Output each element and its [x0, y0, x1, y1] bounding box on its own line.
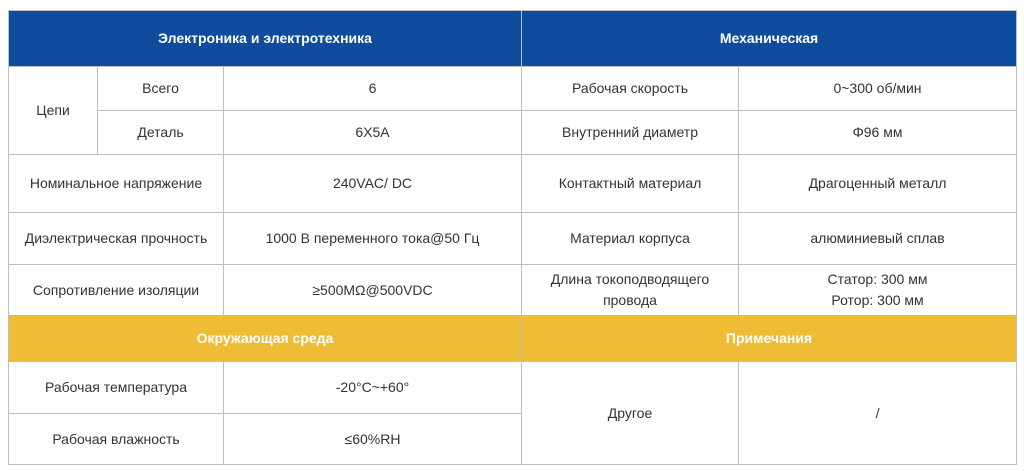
- spec-table: [8, 10, 1017, 465]
- detail-value: 6X5A: [224, 111, 522, 155]
- circuits-label: Цепи: [9, 67, 98, 155]
- table-row: [9, 213, 1017, 265]
- temperature-label: Рабочая температура: [9, 362, 224, 414]
- lead-length-rotor: Ротор: 300 мм: [831, 292, 924, 308]
- humidity-value: ≤60%RH: [224, 414, 522, 465]
- voltage-label: Номинальное напряжение: [9, 155, 224, 213]
- lead-length-label: [522, 265, 739, 316]
- total-label: Всего: [98, 67, 224, 111]
- insulation-value: ≥500MΩ@500VDC: [224, 265, 522, 316]
- table-row: [9, 67, 1017, 111]
- diameter-label: Внутренний диаметр: [522, 111, 739, 155]
- header-notes: Примечания: [522, 316, 1017, 362]
- voltage-value: 240VAC/ DC: [224, 155, 522, 213]
- lead-length-value: [739, 265, 1017, 316]
- header-row-bottom: [9, 316, 1017, 362]
- housing-label: Материал корпуса: [522, 213, 739, 265]
- speed-label: Рабочая скорость: [522, 67, 739, 111]
- header-row-top: [9, 11, 1017, 67]
- dielectric-label: Диэлектрическая прочность: [9, 213, 224, 265]
- lead-length-label-line2: провода: [603, 292, 657, 308]
- header-mechanical: Механическая: [522, 11, 1017, 67]
- header-electronics: Электроника и электротехника: [9, 11, 522, 67]
- table-row: [9, 265, 1017, 316]
- total-value: 6: [224, 67, 522, 111]
- table-row: [9, 362, 1017, 414]
- diameter-value: Φ96 мм: [739, 111, 1017, 155]
- humidity-label: Рабочая влажность: [9, 414, 224, 465]
- other-label: Другое: [522, 362, 739, 465]
- temperature-value: -20°C~+60°: [224, 362, 522, 414]
- contact-label: Контактный материал: [522, 155, 739, 213]
- insulation-label: Сопротивление изоляции: [9, 265, 224, 316]
- dielectric-value: 1000 В переменного тока@50 Гц: [224, 213, 522, 265]
- lead-length-label-line1: Длина токоподводящего: [550, 271, 710, 287]
- table-row: [9, 155, 1017, 213]
- detail-label: Деталь: [98, 111, 224, 155]
- table-row: [9, 111, 1017, 155]
- housing-value: алюминиевый сплав: [739, 213, 1017, 265]
- contact-value: Драгоценный металл: [739, 155, 1017, 213]
- speed-value: 0~300 об/мин: [739, 67, 1017, 111]
- header-environment: Окружающая среда: [9, 316, 522, 362]
- lead-length-stator: Статор: 300 мм: [827, 271, 928, 287]
- other-value: /: [739, 362, 1017, 465]
